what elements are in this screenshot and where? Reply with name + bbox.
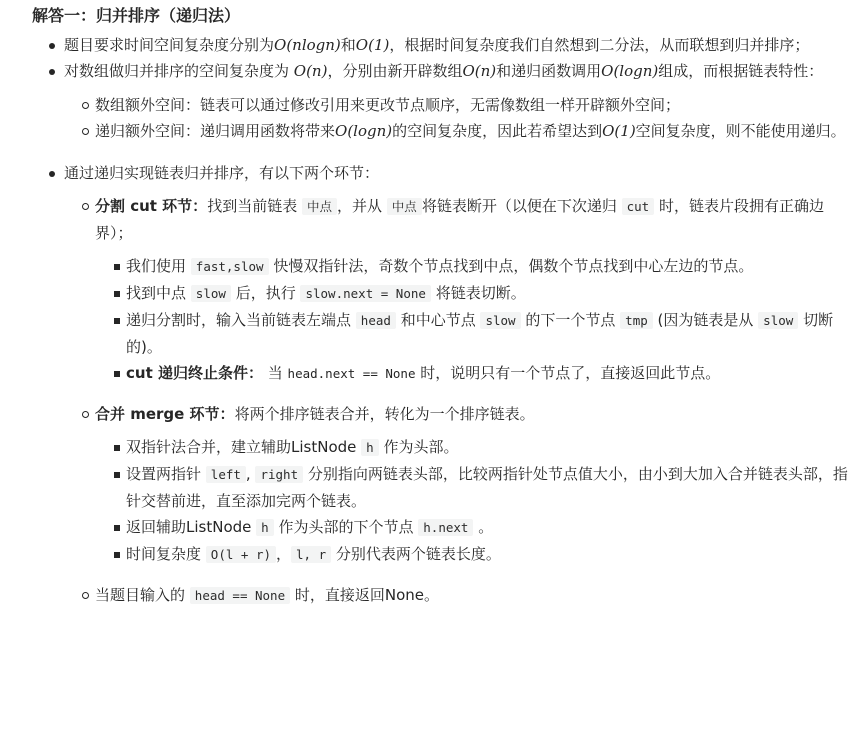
list-item: 返回辅助ListNode h 作为头部的下个节点 h.next 。 (95, 514, 854, 541)
list-item: 通过递归实现链表归并排序，有以下两个环节： 分割 cut 环节：找到当前链表 中点 ，并从 中点 将链表断开（以便在下次递归 cut 时，链表片段拥有正确边界）； 我们使用 fast,slow 快慢双指针法，奇数个节点找到中点，偶数个节点找到中心左边的节点。 找到中点 slow 后，执行 slow.next = None 将链表切断。 递归分割时，输入当前链表左端点 head 和中心节点 slow 的下一个节点 tmp (因为链表是从 slow 切断的)。 cut 递归终止条件： 当 head.next == None 时，说明只有一个节点了，直接返回此节点。 合并 merge 环节：将两个排序链表合并，转化为一个排序链表。 双指针法合并，建立辅助ListNode h 作为头部。 设置两指针 left , right 分别指向两链表头部，比较两指针处节点值大小，由小到大加入合并链表头部，指针交替前进，直至添加完两个链表。 返回辅助ListNode h 作为头部的下个节点 h.next 。 时间复杂度 O(l + r) ， l, r 分别代表两个链表长度。 当题目输入的 head == None 时，直接返回None。 (32, 160, 854, 609)
cut-step: 分割 cut 环节：找到当前链表 中点 ，并从 中点 将链表断开（以便在下次递归 cut 时，链表片段拥有正确边界）； 我们使用 fast,slow 快慢双指针法，奇数个节点找到中点，偶数个节点找到中心左边的节点。 找到中点 slow 后，执行 slow.next = None 将链表切断。 递归分割时，输入当前链表左端点 head 和中心节点 slow 的下一个节点 tmp (因为链表是从 slow 切断的)。 cut 递归终止条件： 当 head.next == None 时，说明只有一个节点了，直接返回此节点。 (64, 193, 854, 387)
section-title: 解答一：归并排序（递归法） (32, 6, 241, 25)
list-item: 递归分割时，输入当前链表左端点 head 和中心节点 slow 的下一个节点 tmp (因为链表是从 slow 切断的)。 (95, 307, 854, 360)
list-item: 双指针法合并，建立辅助ListNode h 作为头部。 (95, 434, 854, 461)
intro-list (32, 32, 854, 609)
list-item: 数组额外空间：链表可以通过修改引用来更改节点顺序，无需像数组一样开辟额外空间； (64, 92, 854, 118)
list-item: 时间复杂度 O(l + r) ， l, r 分别代表两个链表长度。 (95, 541, 854, 568)
list-item: cut 递归终止条件： 当 head.next == None 时，说明只有一个节点了，直接返回此节点。 (95, 360, 854, 387)
list-item: 对数组做归并排序的空间复杂度为 O(n)，分别由新开辟数组O(n)和递归函数调用O(logn)组成，而根据链表特性： 数组额外空间：链表可以通过修改引用来更改节点顺序，无需像数组一样开辟额外空间； 递归额外空间：递归调用函数将带来O(logn)的空间复杂度，因此若希望达到O(1)空间复杂度，则不能使用递归。 (32, 58, 854, 144)
merge-step: 合并 merge 环节：将两个排序链表合并，转化为一个排序链表。 双指针法合并，建立辅助ListNode h 作为头部。 设置两指针 left , right 分别指向两链表头部，比较两指针处节点值大小，由小到大加入合并链表头部，指针交替前进，直至添加完两个链表。 返回辅助ListNode h 作为头部的下个节点 h.next 。 时间复杂度 O(l + r) ， l, r 分别代表两个链表长度。 (64, 401, 854, 568)
list-item: 设置两指针 left , right 分别指向两链表头部，比较两指针处节点值大小，由小到大加入合并链表头部，指针交替前进，直至添加完两个链表。 (95, 461, 854, 514)
space-list (64, 92, 854, 144)
cut-details (95, 253, 854, 387)
merge-details (95, 434, 854, 568)
list-item: 我们使用 fast,slow 快慢双指针法，奇数个节点找到中点，偶数个节点找到中心左边的节点。 (95, 253, 854, 280)
list-item: 递归额外空间：递归调用函数将带来O(logn)的空间复杂度，因此若希望达到O(1)空间复杂度，则不能使用递归。 (64, 118, 854, 144)
list-item: 题目要求时间空间复杂度分别为O(nlogn)和O(1)，根据时间复杂度我们自然想到二分法，从而联想到归并排序； (32, 32, 854, 58)
recursion-steps (64, 193, 854, 609)
list-item: 找到中点 slow 后，执行 slow.next = None 将链表切断。 (95, 280, 854, 307)
empty-input-case: 当题目输入的 head == None 时，直接返回None。 (64, 582, 854, 609)
